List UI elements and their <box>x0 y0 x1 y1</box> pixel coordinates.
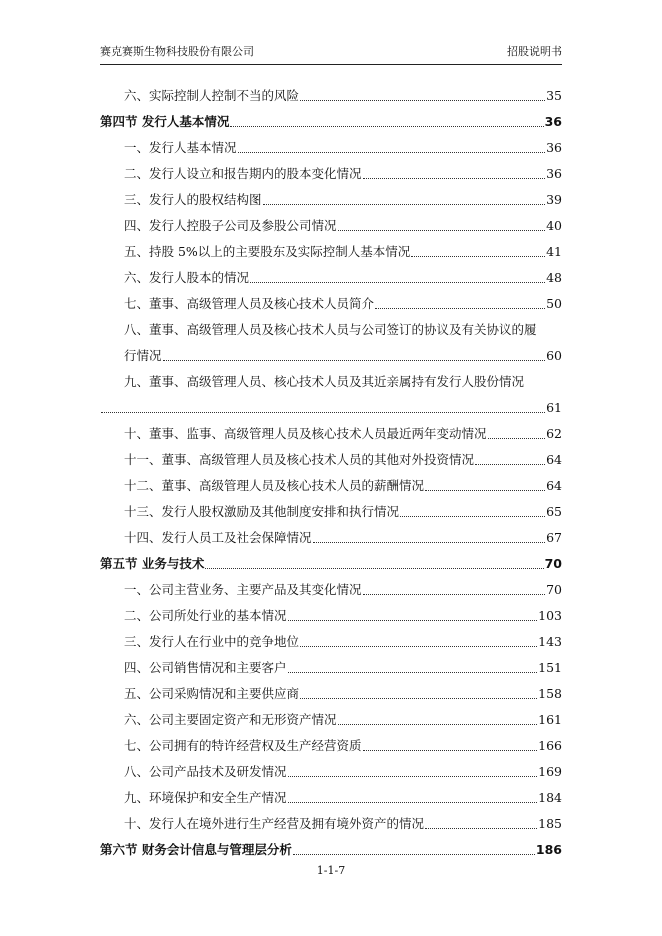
toc-entry-page: 64 <box>546 452 562 467</box>
toc-dot-leader <box>101 412 545 413</box>
toc-entry-page: 70 <box>546 582 562 597</box>
toc-entry[interactable] <box>100 312 562 338</box>
toc-entry-page: 41 <box>546 244 562 259</box>
toc-chapter[interactable] <box>100 104 562 130</box>
toc-entry[interactable] <box>100 130 562 156</box>
toc-entry-title: 一、发行人基本情况 <box>124 140 237 155</box>
toc-dot-leader <box>375 308 545 309</box>
toc-dot-leader <box>338 230 546 231</box>
toc-entry-title: 十四、发行人员工及社会保障情况 <box>124 530 312 545</box>
toc-entry[interactable] <box>100 520 562 546</box>
toc-dot-leader <box>425 828 537 829</box>
toc-entry-page: 50 <box>546 296 562 311</box>
toc-entry[interactable] <box>100 156 562 182</box>
toc-entry-page: 40 <box>546 218 562 233</box>
toc-entry-page: 48 <box>546 270 562 285</box>
toc-chapter-title: 第六节 财务会计信息与管理层分析 <box>100 842 292 857</box>
toc-entry[interactable] <box>100 702 562 728</box>
toc-dot-leader <box>288 672 538 673</box>
toc-entry[interactable] <box>100 624 562 650</box>
toc-entry[interactable] <box>100 182 562 208</box>
toc-entry-title: 九、环境保护和安全生产情况 <box>124 790 287 805</box>
toc-dot-leader <box>288 802 538 803</box>
toc-entry-title: 二、发行人设立和报告期内的股本变化情况 <box>124 166 362 181</box>
toc-entry-page: 166 <box>538 738 562 753</box>
toc-entry-title: 一、公司主营业务、主要产品及其变化情况 <box>124 582 362 597</box>
header-document-type: 招股说明书 <box>507 45 562 58</box>
toc-entry-title: 七、公司拥有的特许经营权及生产经营资质 <box>124 738 362 753</box>
toc-entry-page: 61 <box>546 400 562 415</box>
toc-entry-title: 五、持股 5%以上的主要股东及实际控制人基本情况 <box>124 244 411 259</box>
toc-entry[interactable] <box>100 78 562 104</box>
toc-entry-page: 65 <box>546 504 562 519</box>
page-header <box>100 40 562 65</box>
toc-dot-leader <box>313 542 546 543</box>
toc-chapter-page: 186 <box>535 842 562 857</box>
toc-entry-page: 158 <box>538 686 562 701</box>
toc-entry-page: 185 <box>538 816 562 831</box>
toc-entry-title: 十二、董事、高级管理人员及核心技术人员的薪酬情况 <box>124 478 425 493</box>
toc-entry-title: 八、董事、高级管理人员及核心技术人员与公司签订的协议及有关协议的履 <box>124 322 537 337</box>
toc-dot-leader <box>300 698 537 699</box>
toc-dot-leader <box>338 724 538 725</box>
toc-dot-leader <box>363 594 546 595</box>
toc-entry[interactable] <box>100 598 562 624</box>
toc-entry-page: 36 <box>546 166 562 181</box>
toc-dot-leader <box>300 100 545 101</box>
toc-entry-page: 35 <box>546 88 562 103</box>
toc-entry-page: 36 <box>546 140 562 155</box>
toc-entry-page: 39 <box>546 192 562 207</box>
toc-dot-leader <box>293 854 535 855</box>
toc-entry-page: 62 <box>546 426 562 441</box>
toc-dot-leader <box>411 256 545 257</box>
toc-entry-page: 67 <box>546 530 562 545</box>
toc-entry-title: 六、发行人股本的情况 <box>124 270 250 285</box>
toc-dot-leader <box>238 152 546 153</box>
toc-entry-page: 103 <box>538 608 562 623</box>
toc-dot-leader <box>488 438 546 439</box>
toc-entry-title: 五、公司采购情况和主要供应商 <box>124 686 300 701</box>
toc-entry[interactable] <box>100 208 562 234</box>
toc-entry-title: 三、发行人的股权结构图 <box>124 192 262 207</box>
toc-dot-leader <box>288 620 538 621</box>
toc-dot-leader <box>205 568 543 569</box>
toc-entry[interactable] <box>100 572 562 598</box>
toc-entry-continuation[interactable] <box>100 338 562 364</box>
toc-entry-page: 64 <box>546 478 562 493</box>
page-number: 1-1-7 <box>316 864 346 877</box>
toc-entry-page: 60 <box>546 348 562 363</box>
toc-entry-page: 161 <box>538 712 562 727</box>
toc-chapter[interactable] <box>100 546 562 572</box>
toc-entry[interactable] <box>100 780 562 806</box>
toc-dot-leader <box>400 516 545 517</box>
toc-dot-leader <box>300 646 537 647</box>
toc-entry[interactable] <box>100 442 562 468</box>
toc-dot-leader <box>363 750 538 751</box>
toc-entry[interactable] <box>100 416 562 442</box>
toc-entry-title: 六、公司主要固定资产和无形资产情况 <box>124 712 337 727</box>
toc-entry[interactable] <box>100 260 562 286</box>
toc-entry[interactable] <box>100 364 562 390</box>
toc-entry-title: 四、公司销售情况和主要客户 <box>124 660 287 675</box>
toc-dot-leader <box>263 204 546 205</box>
table-of-contents <box>100 78 562 858</box>
toc-entry-title: 十、董事、监事、高级管理人员及核心技术人员最近两年变动情况 <box>124 426 487 441</box>
toc-chapter-page: 70 <box>544 556 562 571</box>
toc-chapter-title: 第五节 业务与技术 <box>100 556 205 571</box>
toc-dot-leader <box>250 282 545 283</box>
toc-dot-leader <box>230 126 543 127</box>
toc-entry-title: 八、公司产品技术及研发情况 <box>124 764 287 779</box>
toc-chapter[interactable] <box>100 832 562 858</box>
toc-entry-title: 四、发行人控股子公司及参股公司情况 <box>124 218 337 233</box>
toc-chapter-page: 36 <box>544 114 562 129</box>
toc-entry-title: 六、实际控制人控制不当的风险 <box>124 88 300 103</box>
toc-entry-title: 二、公司所处行业的基本情况 <box>124 608 287 623</box>
toc-entry[interactable] <box>100 806 562 832</box>
toc-entry[interactable] <box>100 234 562 260</box>
toc-entry-title: 三、发行人在行业中的竞争地位 <box>124 634 300 649</box>
toc-entry-page: 169 <box>538 764 562 779</box>
toc-entry[interactable] <box>100 494 562 520</box>
toc-entry-continuation[interactable] <box>100 390 562 416</box>
toc-dot-leader <box>363 178 546 179</box>
toc-dot-leader <box>425 490 545 491</box>
toc-entry-title: 十三、发行人股权激励及其他制度安排和执行情况 <box>124 504 400 519</box>
toc-entry-title: 七、董事、高级管理人员及核心技术人员简介 <box>124 296 375 311</box>
toc-entry[interactable] <box>100 468 562 494</box>
toc-entry-title: 九、董事、高级管理人员、核心技术人员及其近亲属持有发行人股份情况 <box>124 374 525 389</box>
toc-entry[interactable] <box>100 728 562 754</box>
toc-dot-leader <box>475 464 545 465</box>
toc-entry[interactable] <box>100 286 562 312</box>
toc-entry-title-continued: 行情况 <box>124 348 162 363</box>
toc-entry-title: 十一、董事、高级管理人员及核心技术人员的其他对外投资情况 <box>124 452 475 467</box>
header-company-name: 赛克赛斯生物科技股份有限公司 <box>100 45 254 58</box>
toc-entry[interactable] <box>100 650 562 676</box>
toc-dot-leader <box>288 776 538 777</box>
toc-chapter-title: 第四节 发行人基本情况 <box>100 114 230 129</box>
toc-dot-leader <box>163 360 546 361</box>
toc-entry-page: 143 <box>538 634 562 649</box>
toc-entry[interactable] <box>100 676 562 702</box>
toc-entry-page: 151 <box>538 660 562 675</box>
toc-entry[interactable] <box>100 754 562 780</box>
toc-entry-page: 184 <box>538 790 562 805</box>
toc-entry-title: 十、发行人在境外进行生产经营及拥有境外资产的情况 <box>124 816 425 831</box>
